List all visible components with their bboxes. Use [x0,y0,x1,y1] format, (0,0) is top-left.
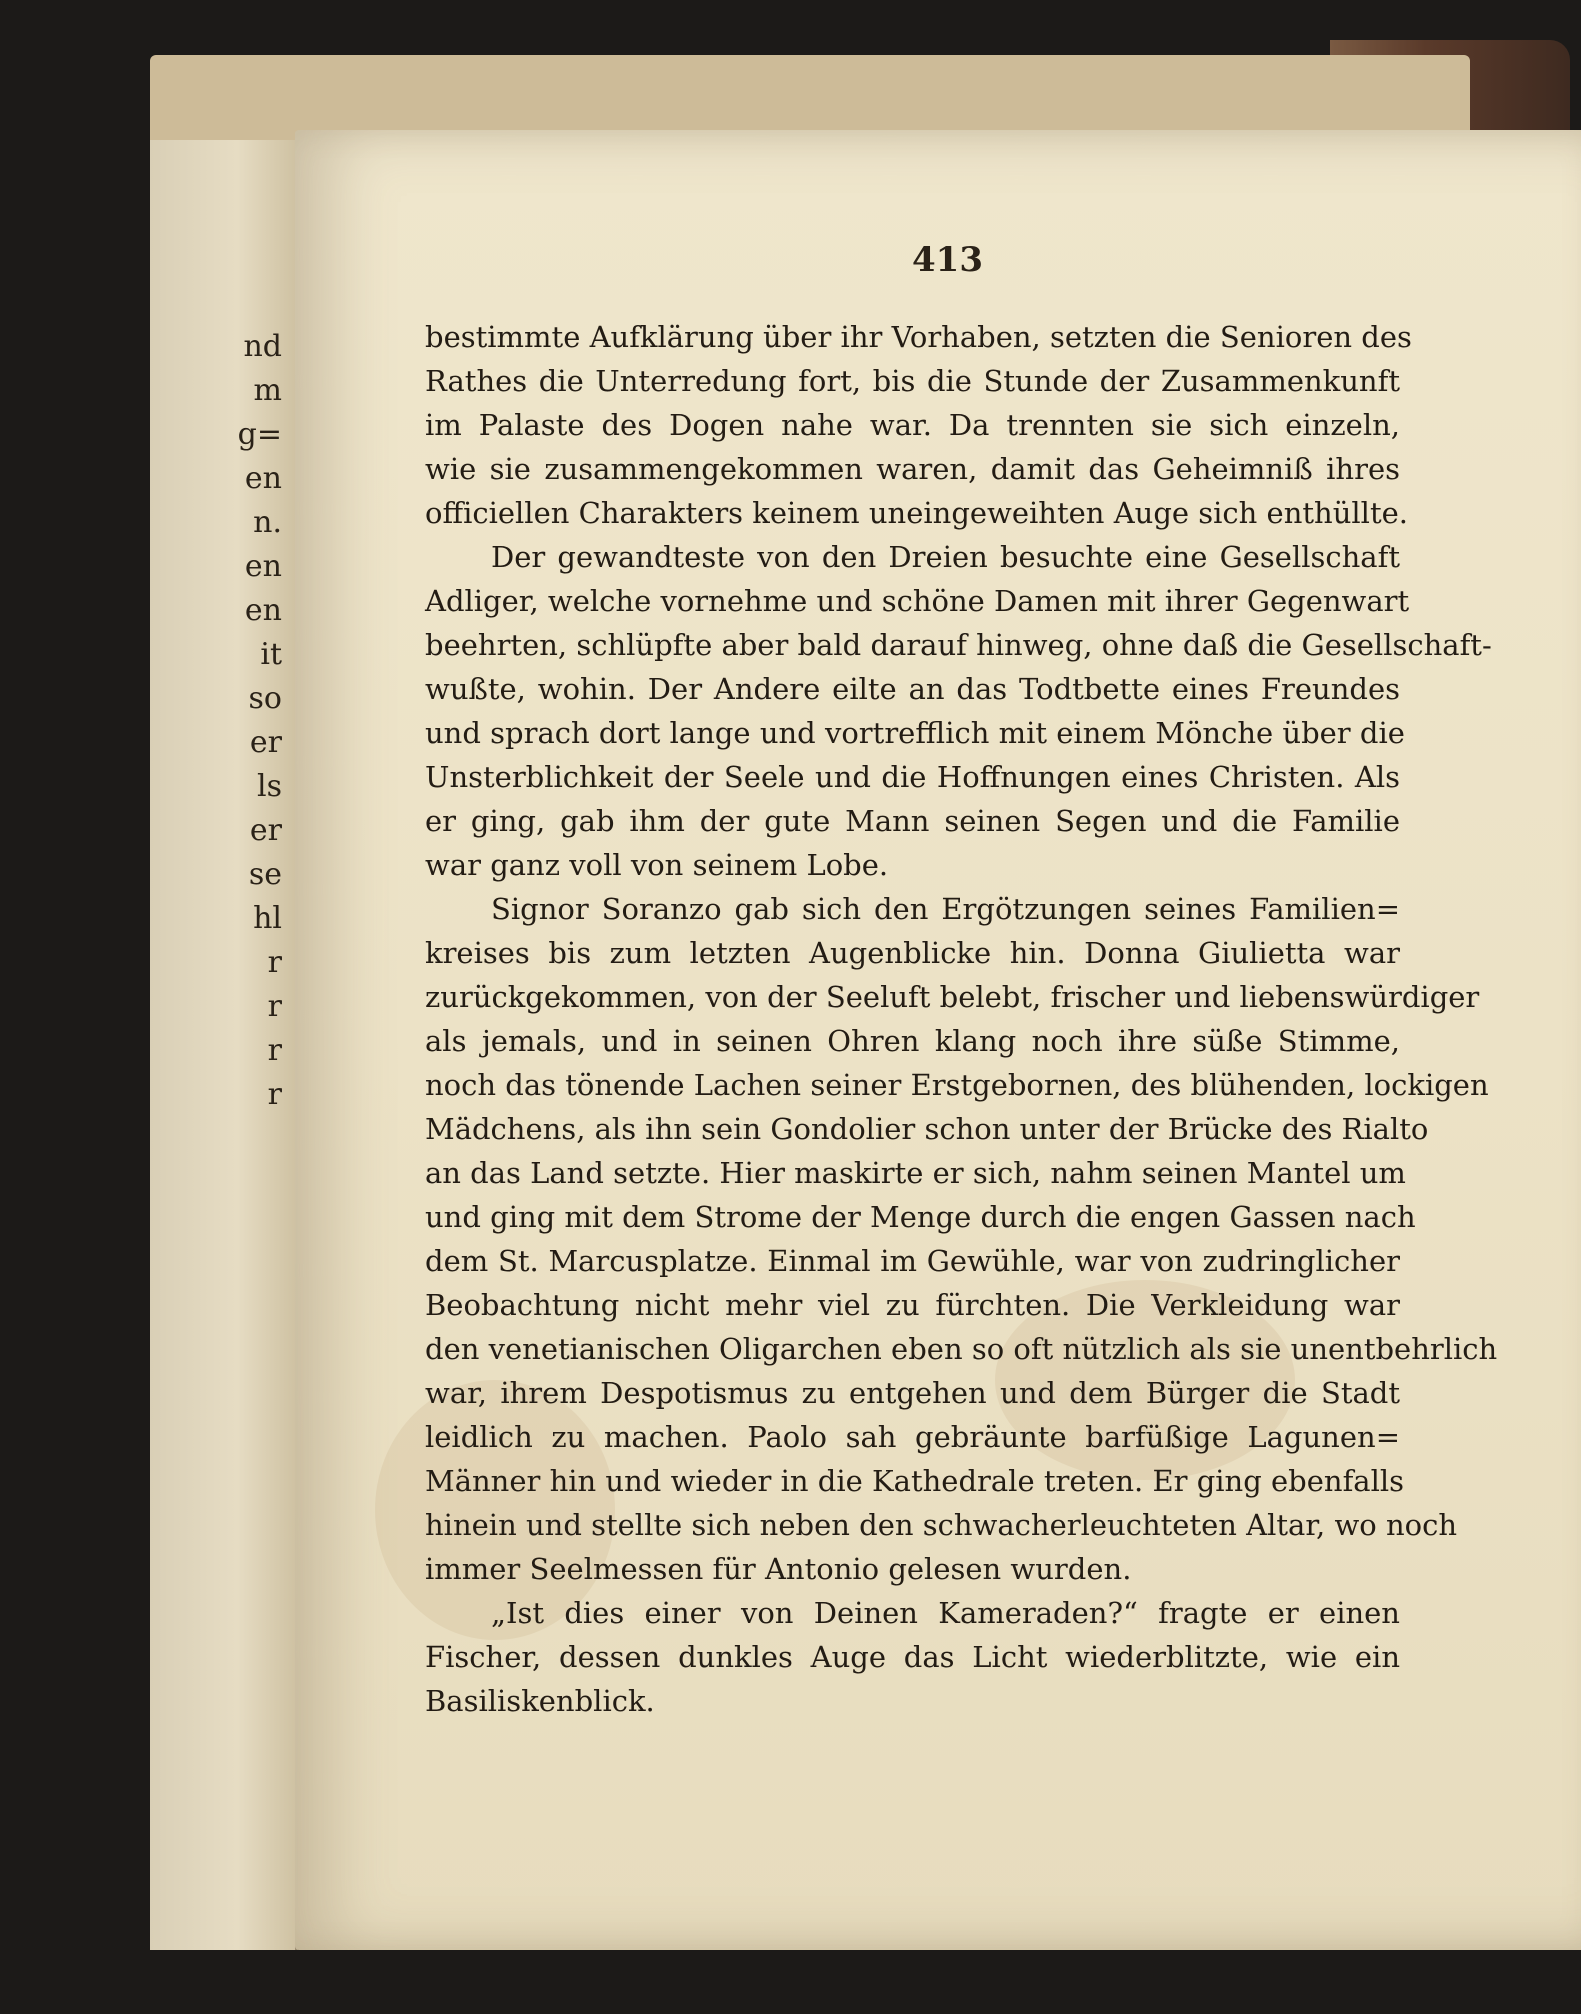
text-line: officiellen Charakters keinem uneingeweihten Auge sich enthüllte. [425,496,1408,530]
left-page-fragment: en [244,593,282,628]
text-line: Unsterblichkeit der Seele und die Hoffnungen eines Christen. Als [425,760,1400,794]
text-line: Der gewandteste von den Dreien besuchte eine Gesellschaft [491,540,1400,574]
text-line: und ging mit dem Strome der Menge durch die engen Gassen nach [425,1200,1416,1234]
text-line: „Ist dies einer von Deinen Kameraden?“ fragte er einen [491,1596,1400,1630]
text-line: Rathes die Unterredung fort, bis die Stunde der Zusammenkunft [425,364,1400,398]
text-line: bestimmte Aufklärung über ihr Vorhaben, setzten die Senioren des [425,320,1412,354]
text-line: kreises bis zum letzten Augenblicke hin. Donna Giulietta war [425,936,1400,970]
text-line: hinein und stellte sich neben den schwacherleuchteten Altar, wo noch [425,1508,1458,1542]
left-page [150,140,298,1950]
text-line: Basiliskenblick. [425,1684,655,1718]
page-number: 413 [912,240,983,280]
left-page-fragment: se [248,857,282,892]
left-page-fragment: en [244,549,282,584]
text-line: wie sie zusammengekommen waren, damit das Geheimniß ihres [425,452,1400,486]
text-line: Männer hin und wieder in die Kathedrale treten. Er ging ebenfalls [425,1464,1405,1498]
text-line: beehrten, schlüpfte aber bald darauf hinweg, ohne daß die Gesellschaft- [425,628,1492,662]
text-line: an das Land setzte. Hier maskirte er sich, nahm seinen Mantel um [425,1156,1406,1190]
left-page-fragment: r [267,989,282,1024]
left-page-fragment: hl [253,901,282,936]
text-line: den venetianischen Oligarchen eben so oft nützlich als sie unentbehrlich [425,1332,1498,1366]
left-page-fragment: nd [243,329,282,364]
text-line: dem St. Marcusplatze. Einmal im Gewühle, war von zudringlicher [425,1244,1400,1278]
left-page-fragment: n. [253,505,282,540]
text-line: als jemals, und in seinen Ohren klang noch ihre süße Stimme, [425,1024,1400,1058]
text-line: war ganz voll von seinem Lobe. [425,848,889,882]
text-line: wußte, wohin. Der Andere eilte an das Todtbette eines Freundes [425,672,1400,706]
text-line: Beobachtung nicht mehr viel zu fürchten. Die Verkleidung war [425,1288,1400,1322]
text-line: er ging, gab ihm der gute Mann seinen Segen und die Familie [425,804,1400,838]
text-line: war, ihrem Despotismus zu entgehen und dem Bürger die Stadt [425,1376,1400,1410]
left-page-fragment: r [267,1033,282,1068]
left-page-fragment: r [267,1077,282,1112]
text-line: im Palaste des Dogen nahe war. Da trennten sie sich einzeln, [425,408,1400,442]
left-page-fragment: r [267,945,282,980]
text-line: immer Seelmessen für Antonio gelesen wurden. [425,1552,1132,1586]
left-page-fragment: en [244,461,282,496]
left-page-fragment: er [249,725,282,760]
left-page-fragment: so [248,681,282,716]
text-line: Mädchens, als ihn sein Gondolier schon unter der Brücke des Rialto [425,1112,1429,1146]
text-line: Signor Soranzo gab sich den Ergötzungen seines Familien= [491,892,1400,926]
left-page-fragment: m [253,373,282,408]
left-page-fragment: ls [257,769,282,804]
text-line: leidlich zu machen. Paolo sah gebräunte barfüßige Lagunen= [425,1420,1400,1454]
page-stack [150,55,1498,1915]
text-line: noch das tönende Lachen seiner Erstgebornen, des blühenden, lockigen [425,1068,1489,1102]
left-page-fragment: it [260,637,282,672]
left-page-text-fragments [150,325,290,1117]
body-text [425,315,1498,1723]
text-line: zurückgekommen, von der Seeluft belebt, frischer und liebenswürdiger [425,980,1480,1014]
text-line: und sprach dort lange und vortrefflich mit einem Mönche über die [425,716,1405,750]
right-page [295,130,1581,1950]
left-page-fragment: er [249,813,282,848]
text-line: Fischer, dessen dunkles Auge das Licht wiederblitzte, wie ein [425,1640,1400,1674]
left-page-fragment: g= [237,417,282,452]
text-line: Adliger, welche vornehme und schöne Damen mit ihrer Gegenwart [425,584,1410,618]
